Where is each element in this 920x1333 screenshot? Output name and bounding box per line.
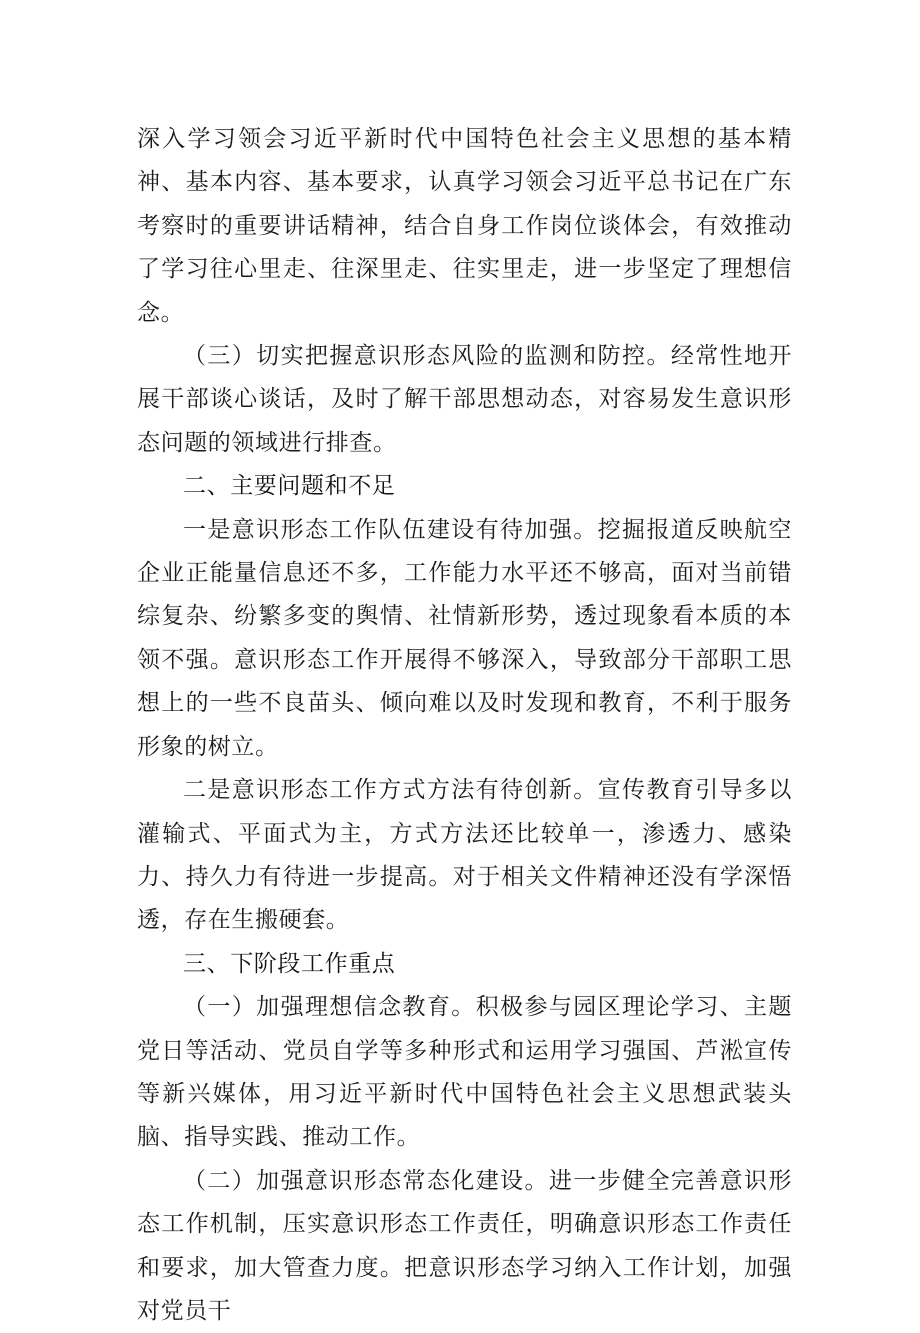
paragraph-risk-monitoring: （三）切实把握意识形态风险的监测和防控。经常性地开展干部谈心谈话，及时了解干部思想动态，对容易发生意识形态问题的领域进行排查。 xyxy=(137,343,792,456)
paragraph-study-continuation: 深入学习领会习近平新时代中国特色社会主义思想的基本精神、基本内容、基本要求，认真学习领会习近平总书记在广东考察时的重要讲话精神，结合自身工作岗位谈体会，有效推动了学习往心里走、往深里走、往实里走，进一步坚定了理想信念。 xyxy=(137,126,792,326)
paragraph-problem-two: 二是意识形态工作方式方法有待创新。宣传教育引导多以灌输式、平面式为主，方式方法还比较单一，渗透力、感染力、持久力有待进一步提高。对于相关文件精神还没有学深悟透，存在生搬硬套。 xyxy=(137,777,792,934)
paragraph-problem-one: 一是意识形态工作队伍建设有待加强。挖掘报道反映航空企业正能量信息还不多，工作能力水平还不够高，面对当前错综复杂、纷繁多变的舆情、社情新形势，透过现象看本质的本领不强。意识形态工作开展得不够深入，导致部分干部职工思想上的一些不良苗头、倾向难以及时发现和教育，不利于服务形象的树立。 xyxy=(137,516,792,760)
document-body xyxy=(137,118,792,1333)
paragraph-ideology-normalization: （二）加强意识形态常态化建设。进一步健全完善意识形态工作机制，压实意识形态工作责任，明确意识形态工作责任和要求，加大管查力度。把意识形态学习纳入工作计划，加强对党员干 xyxy=(137,1167,792,1324)
section-heading-problems: 二、主要问题和不足 xyxy=(183,473,396,500)
section-heading-next-steps: 三、下阶段工作重点 xyxy=(183,950,396,977)
paragraph-ideals-education: （一）加强理想信念教育。积极参与园区理论学习、主题党日等活动、党员自学等多种形式和运用学习强国、芦淞宣传等新兴媒体，用习近平新时代中国特色社会主义思想武装头脑、指导实践、推动工作。 xyxy=(137,994,792,1151)
